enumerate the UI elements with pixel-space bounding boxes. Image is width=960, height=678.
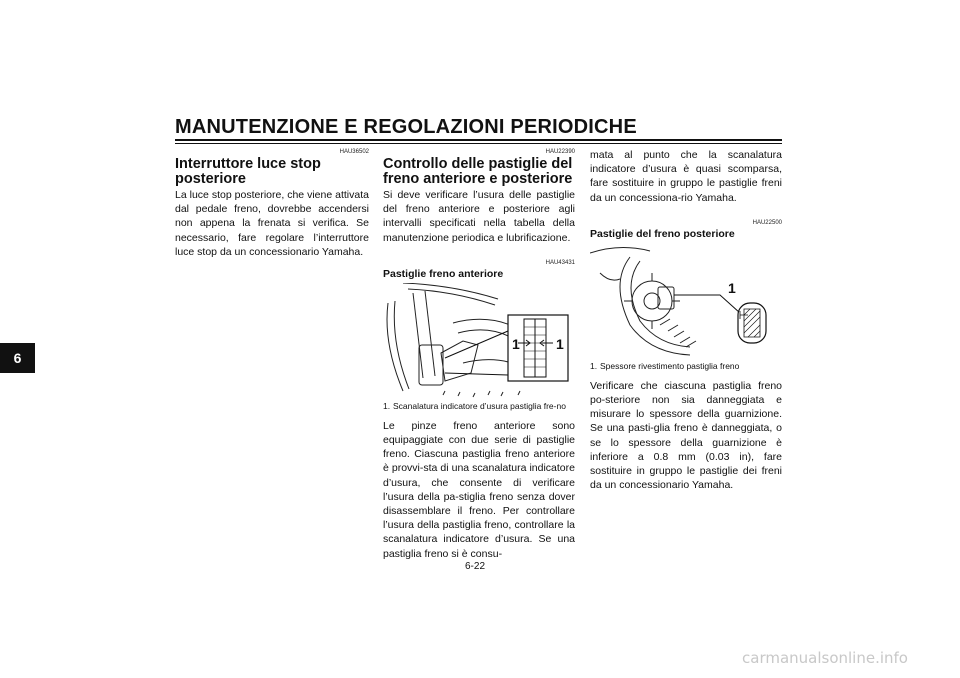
section-body: Le pinze freno anteriore sono equipaggiate con due serie di pastiglie freno. Ciascuna pastiglia freno anteriore è provvi-sta di una scanalatura indicatore d’usura, che consente di verificare l’usura della pa-stiglia freno senza dover disassemblare il freno. Per controllare l’usura della pastiglia freno, controllare la scanalatura indicatore d’usura. Se una pastiglia freno si è consu- bbox=[383, 419, 575, 560]
subsection-heading: Pastiglie freno anteriore bbox=[383, 267, 504, 280]
header-rule bbox=[175, 139, 782, 141]
section-heading: Controllo delle pastiglie del freno anteriore e posteriore bbox=[383, 156, 573, 187]
figure-callout: 1 bbox=[728, 279, 736, 296]
subsection-code: HAU22500 bbox=[752, 219, 782, 226]
figure-caption bbox=[383, 401, 575, 411]
watermark: carmanualsonline.info bbox=[742, 649, 908, 667]
figure-callout-left: 1 bbox=[512, 335, 520, 352]
subsection-code: HAU43431 bbox=[545, 259, 575, 266]
caption-text: Scanalatura indicatore d’usura pastiglia fre-no bbox=[393, 400, 566, 411]
header-rule-thin bbox=[175, 143, 782, 144]
figure-caption bbox=[590, 361, 782, 371]
column-1 bbox=[175, 148, 369, 259]
caption-number: 1. bbox=[383, 400, 391, 411]
page-header-title: MANUTENZIONE E REGOLAZIONI PERIODICHE bbox=[175, 116, 637, 138]
caption-text: Spessore rivestimento pastiglia freno bbox=[600, 360, 740, 371]
caption-number: 1. bbox=[590, 360, 598, 371]
chapter-tab: 6 bbox=[0, 343, 35, 373]
front-brake-pad-figure bbox=[383, 283, 575, 401]
section-continuation: mata al punto che la scanalatura indicatore d’usura è quasi scomparsa, fare sostituire in gruppo le pastiglie freni da un concessiona-rio Yamaha. bbox=[590, 149, 782, 204]
section-heading: Interruttore luce stop posteriore bbox=[175, 156, 321, 187]
section-intro: Si deve verificare l’usura delle pastiglie del freno anteriore e posteriore agli intervalli specificati nella tabella della manutenzione periodica e lubrificazione. bbox=[383, 189, 575, 244]
section-code: HAU36502 bbox=[339, 149, 369, 155]
rear-brake-illustration bbox=[590, 243, 782, 361]
section-body: La luce stop posteriore, che viene attivata dal pedale freno, dovrebbe accendersi non appena la frenata si verifica. Se necessario, fare regolare l’interruttore luce stop da un concessionario Yamaha. bbox=[175, 189, 369, 258]
section-code: HAU22390 bbox=[545, 149, 575, 155]
page-number: 6-22 bbox=[465, 561, 486, 572]
column-3 bbox=[590, 148, 782, 492]
section-body: Verificare che ciascuna pastiglia freno po-steriore non sia danneggiata e misurare lo spessore della guarnizione. Se una pasti-glia freno è danneggiata, o se lo spessore della guarnizione è inferiore a 0.8 mm (0.03 in), fare sostituire in gruppo le pastiglie dei freni da un concessionario Yamaha. bbox=[590, 379, 782, 492]
subsection-heading: Pastiglie del freno posteriore bbox=[590, 227, 735, 240]
rear-brake-pad-figure bbox=[590, 243, 782, 361]
column-2 bbox=[383, 148, 575, 561]
front-brake-caliper-illustration bbox=[383, 283, 575, 401]
figure-callout-right: 1 bbox=[556, 335, 564, 352]
